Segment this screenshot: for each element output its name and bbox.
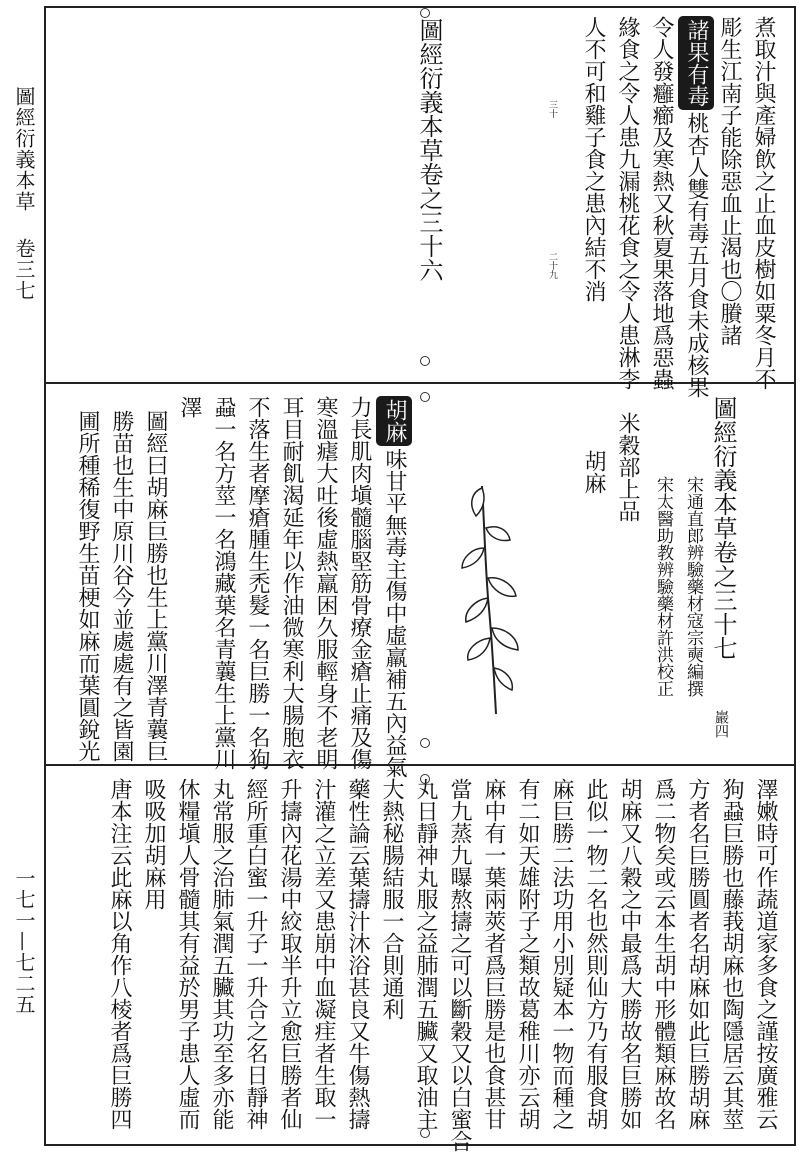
text-column: 此似一物二名也然則仙方乃有服食胡 (583, 778, 608, 1130)
text-column: 藥性論云葉擣汁沐浴甚良又牛傷熱擣 (345, 778, 370, 1130)
small-note: 二十九 (547, 252, 557, 279)
text-column: 令人發癰癤及寒熱又秋夏果落地爲惡蟲 (649, 16, 674, 390)
text-column: 力長肌肉塡髓腦堅筋骨療金瘡止痛及傷 (347, 396, 372, 770)
text-column: 狗蝨巨勝也藤莪胡麻也陶隱居云其莖 (719, 778, 744, 1130)
text-column: 緣食之令人患九漏桃花食之令人患淋李 (615, 16, 640, 390)
entry-heading: 胡麻 (581, 450, 606, 494)
text-column: 升擣內花湯中絞取半升立愈巨勝者仙 (277, 778, 302, 1130)
margin-page-number: 一七一—七二五 (12, 868, 36, 1015)
section-heading: 米穀部上品 (615, 412, 640, 522)
panel-divider-2 (44, 764, 796, 766)
author-line: 宋太醫助教辨驗藥材許洪校正 (653, 476, 673, 697)
text-column: 勝苗也生中原川谷今並處處有之皆園 (109, 410, 134, 762)
volume-end-title: 圖經衍義本草卷之三十六 (415, 18, 443, 282)
text-column: 圃所種稀復野生苗梗如麻而葉圓銳光 (75, 410, 100, 762)
margin-book-title (6, 86, 36, 301)
text-column: 麻中有一葉兩莢者爲巨勝是也食甚甘 (481, 778, 506, 1130)
text-column: 丸日靜神丸服之益肺潤五臟又取油主 (413, 778, 438, 1130)
text-column: 有二如天雄附子之類故葛稚川亦云胡 (515, 778, 540, 1130)
text-column: 唐本注云此麻以角作八棱者爲巨勝四 (107, 778, 132, 1130)
seal-stamp: 巖四 (713, 710, 729, 738)
volume-title: 圖經衍義本草卷之三十七 (709, 396, 737, 660)
text-column: 耳目耐飢渴延年以作油微寒利大腸胞衣 (279, 396, 304, 770)
hemp-plant-illustration (446, 478, 536, 718)
author-line: 宋通直郎辨驗藥材寇宗奭編撰 (683, 476, 703, 697)
text-column: 爲二物矣或云本生胡中形體類麻故名 (651, 778, 676, 1130)
text-column: 寒溫瘧大吐後虛熱羸困久服輕身不老明 (313, 396, 338, 770)
text-column: 大熱秘腸結服一合則通利 (379, 778, 404, 1020)
text-column: 圖經曰胡麻巨勝也生上黨川澤青蘘巨 (143, 410, 168, 762)
text-column: 諸果有毒桃杏人雙有毒五月食未成核果 (678, 16, 714, 398)
text-column: 當九蒸九曝熬擣之可以斷穀又以白蜜合 (447, 778, 472, 1152)
text-column: 不落生者摩瘡腫生禿髮一名巨勝一名狗 (245, 396, 270, 770)
small-note: 三十 (547, 100, 557, 118)
category-tag: 諸果有毒 (678, 16, 714, 110)
text-column: 經所重白蜜一升子一升合之名日靜神 (243, 778, 268, 1130)
text-column: 煮取汁與產婦飲之止血皮樹如粟冬月不 (751, 16, 776, 390)
text-column: 胡麻味甘平無毒主傷中虛羸補五內益氣 (376, 396, 412, 778)
text-column: 休糧塡人骨髓其有益於男子患人虛而 (175, 778, 200, 1130)
text-column: 丸常服之治肺氣潤五臟其功至多亦能 (209, 778, 234, 1130)
hole-mark (420, 8, 430, 18)
text-column: 人不可和雞子食之患內結不消 (581, 16, 606, 302)
text-column: 汁灌之立差又患崩中血凝疰者生取一 (311, 778, 336, 1130)
hole-mark (420, 356, 430, 366)
text-column: 蝨一名方莖一名鴻藏葉名青蘘生上黨川 (211, 396, 236, 770)
hole-mark (420, 392, 430, 402)
text-column: 澤嫩時可作蔬道家多食之謹按廣雅云 (753, 778, 778, 1130)
hole-mark (420, 738, 430, 748)
hole-mark (420, 774, 430, 784)
text-column: 方者名巨勝圓者名胡麻如此巨勝胡麻 (685, 778, 710, 1130)
book-title: 圖經衍義本草 (12, 86, 36, 212)
text-column: 胡麻又八穀之中最爲大勝故名巨勝如 (617, 778, 642, 1130)
text-column: 彫生江南子能除惡血止渴也〇賸諸 (717, 16, 742, 346)
hole-mark (420, 1128, 430, 1138)
volume-label: 卷三七 (12, 238, 36, 301)
text-column: 吸吸加胡麻用 (141, 778, 166, 910)
text-column: 麻巨勝二法功用小別疑本一物而種之 (549, 778, 574, 1130)
text-column: 澤 (177, 396, 202, 418)
entry-tag: 胡麻 (376, 396, 412, 446)
